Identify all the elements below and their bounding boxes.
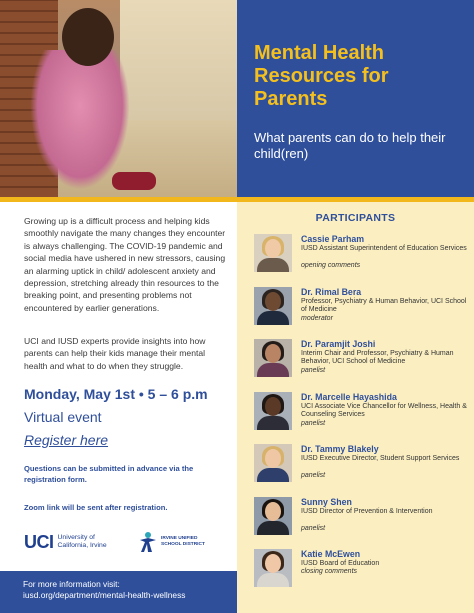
more-info-box xyxy=(0,571,237,613)
participants-heading: PARTICIPANTS xyxy=(315,212,396,224)
participant-role: Interim Chair and Professor, Psychiatry & Human Behavior, UCI School of Medicine xyxy=(301,350,454,366)
participant-role: UCI Associate Vice Chancellor for Wellness, Health & Counseling Services xyxy=(301,403,467,419)
participants-panel xyxy=(237,202,474,613)
title-panel xyxy=(237,0,474,197)
participants-list xyxy=(237,202,474,613)
participant-tag: closing comments xyxy=(301,568,358,575)
participant-tag: panelist xyxy=(301,367,326,374)
participant-item xyxy=(237,234,474,286)
more-info-label: For more information visit: xyxy=(23,579,120,589)
participant-name: Dr. Marcelle Hayashida xyxy=(301,392,397,402)
participant-role: IUSD Board of Education xyxy=(301,560,380,567)
participant-item xyxy=(237,392,474,444)
participant-name: Dr. Paramjit Joshi xyxy=(301,339,376,349)
participant-role: IUSD Executive Director, Student Support Services xyxy=(301,455,460,462)
register-link[interactable]: Register here xyxy=(24,432,109,448)
uci-logo xyxy=(24,530,114,554)
participant-name: Cassie Parham xyxy=(301,234,365,244)
event-date: Monday, May 1st • 5 – 6 p.m xyxy=(24,386,208,402)
event-details xyxy=(0,202,237,613)
iusd-logo xyxy=(138,529,219,555)
more-info-url[interactable]: iusd.org/department/mental-health-wellness xyxy=(23,590,186,600)
intro-paragraph: Growing up is a difficult process and helping kids smoothly navigate the many changes they encounter is always challenging. The COVID-19 pandemic and social media have ushered in new stressors, causing an alarming uptick in child/ adolescent anxiety and depression, stretching already thin resources to the breaking point, and presenting problems not encountered by earlier generations. xyxy=(24,216,226,313)
event-format: Virtual event xyxy=(24,409,102,425)
participant-role: IUSD Assistant Superintendent of Education Services xyxy=(301,245,467,252)
participant-role: Professor, Psychiatry & Human Behavior, UCI School of Medicine xyxy=(301,298,467,314)
participant-photo xyxy=(254,234,292,272)
student-figure xyxy=(30,50,130,190)
participant-name: Dr. Rimal Bera xyxy=(301,287,362,297)
hero-photo xyxy=(0,0,237,197)
participant-item xyxy=(237,444,474,496)
iusd-figure-icon xyxy=(138,531,158,553)
participant-role: IUSD Director of Prevention & Intervention xyxy=(301,508,433,515)
page-subtitle: What parents can do to help their child(ren) xyxy=(254,130,446,161)
participant-photo xyxy=(254,444,292,482)
participant-item xyxy=(237,497,474,549)
participant-tag: panelist xyxy=(301,420,326,427)
participant-tag: moderator xyxy=(301,315,333,322)
participant-name: Sunny Shen xyxy=(301,497,352,507)
student-head xyxy=(62,8,114,66)
participant-photo xyxy=(254,497,292,535)
participant-item xyxy=(237,339,474,391)
iusd-logo-name: IRVINE UNIFIED SCHOOL DISTRICT xyxy=(161,536,205,547)
participant-item xyxy=(237,287,474,339)
participant-name: Dr. Tammy Blakely xyxy=(301,444,379,454)
student-shoe xyxy=(112,172,156,190)
page-title: Mental Health Resources for Parents xyxy=(254,42,389,110)
intro-paragraph-2: UCI and IUSD experts provide insights into how parents can help their kids manage their mental health and what to do when they struggle. xyxy=(24,336,206,371)
participant-photo xyxy=(254,392,292,430)
participant-photo xyxy=(254,339,292,377)
participant-tag: panelist xyxy=(301,472,326,479)
participant-tag: panelist xyxy=(301,525,326,532)
questions-note: Questions can be submitted in advance via the registration form. xyxy=(24,464,194,484)
hallway-background xyxy=(120,0,237,120)
participant-photo xyxy=(254,549,292,587)
participant-photo xyxy=(254,287,292,325)
participant-name: Katie McEwen xyxy=(301,549,361,559)
zoom-note: Zoom link will be sent after registration. xyxy=(24,503,168,512)
uci-logo-name: University of California, Irvine xyxy=(57,534,107,549)
participant-item xyxy=(237,549,474,601)
participant-tag: opening comments xyxy=(301,262,361,269)
uci-logo-mark: UCI xyxy=(24,532,54,552)
